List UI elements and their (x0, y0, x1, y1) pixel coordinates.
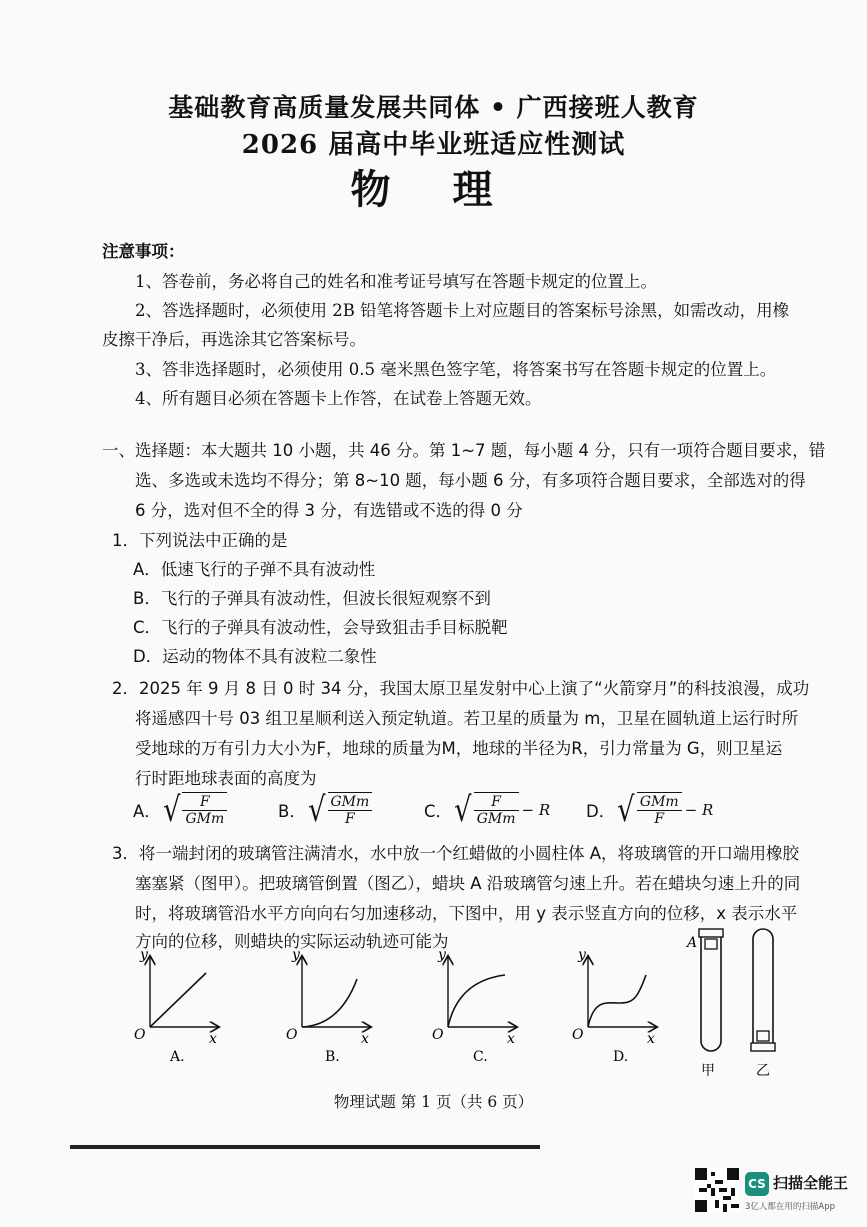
question-2-stem: 行时距地球表面的高度为 (135, 769, 317, 788)
axis-x-label: x (361, 1031, 369, 1047)
question-1-option-b: B．飞行的子弹具有波动性，但波长很短观察不到 (133, 589, 491, 608)
section-instructions: 选、多选或未选均不得分；第 8~10 题，每小题 6 分，有多项符合题目要求，全部选对的得 (135, 471, 806, 490)
axis-x-label: x (507, 1031, 515, 1047)
question-3-stem: 塞塞紧（图甲）。把玻璃管倒置（图乙），蜡块 A 沿玻璃管匀速上升。若在蜡块匀速上升的同 (135, 874, 801, 893)
tube-jia (685, 929, 723, 1079)
wax-block-icon (757, 1031, 769, 1041)
exam-series-title: 基础教育高质量发展共同体 • 广西接班人教育 (168, 93, 699, 122)
question-2-stem: 2．2025 年 9 月 8 日 0 时 34 分，我国太原卫星发射中心上演了“火箭穿月”的科技浪漫，成功 (112, 679, 810, 698)
origin-label: O (432, 1027, 444, 1043)
axis-x-label: x (209, 1031, 217, 1047)
question-1-option-c: C．飞行的子弹具有波动性，会导致狙击手目标脱靶 (133, 618, 508, 637)
axis-x-label: x (647, 1031, 655, 1047)
trajectory-line (150, 973, 206, 1027)
trajectory-curve (302, 979, 357, 1027)
question-3-tubes (685, 925, 795, 1085)
tube-jia-label: 甲 (701, 1063, 715, 1079)
section-instructions: 一、选择题：本大题共 10 小题，共 46 分。第 1~7 题，每小题 4 分，只有一项符合题目要求，错 (102, 441, 826, 460)
question-2-option-d: D． √ $\frac{\text{GMm}}{F}$ − R (586, 789, 714, 830)
note-item: 2、答选择题时，必须使用 2B 铅笔将答题卡上对应题目的答案标号涂黑，如需改动，用橡 (135, 301, 790, 320)
scanner-app-tagline: 3亿人都在用的扫描App (745, 1202, 836, 1212)
axis-y-label: y (292, 947, 300, 963)
tube-yi (751, 929, 775, 1079)
wax-block-icon (705, 939, 717, 949)
graph-label: D. (613, 1049, 629, 1065)
section-instructions: 6 分，选对但不全的得 3 分，有选错或不选的得 0 分 (135, 501, 523, 520)
origin-label: O (286, 1027, 298, 1043)
axis-y-label: y (140, 947, 148, 963)
graph-label: B. (325, 1049, 340, 1065)
graph-label: C. (473, 1049, 488, 1065)
note-item: 4、所有题目必须在答题卡上作答，在试卷上答题无效。 (135, 389, 542, 408)
trajectory-curve (588, 975, 646, 1027)
bottom-rule (70, 1145, 540, 1149)
question-1-stem: 1．下列说法中正确的是 (112, 531, 288, 550)
graph-label: A. (170, 1049, 185, 1065)
note-item: 皮擦干净后，再选涂其它答案标号。 (102, 330, 366, 349)
graph-a[interactable] (134, 947, 218, 1065)
question-2-option-b: B． √ $\frac{\text{GMm}}{F}$ (278, 792, 372, 827)
question-2-stem: 受地球的万有引力大小为F，地球的质量为M，地球的半径为R，引力常量为 G，则卫星运 (135, 739, 783, 758)
subject-title: 物 理 (350, 166, 517, 213)
page-footer: 物理试题 第 1 页（共 6 页） (333, 1093, 534, 1111)
axis-y-label: y (438, 947, 446, 963)
question-2-stem: 将遥感四十号 03 组卫星顺利送入预定轨道。若卫星的质量为 m，卫星在圆轨道上运行时所 (135, 709, 799, 728)
graph-b[interactable] (286, 947, 370, 1065)
note-item: 1、答卷前，务必将自己的姓名和准考证号填写在答题卡规定的位置上。 (135, 272, 657, 291)
question-3-stem: 3．将一端封闭的玻璃管注满清水，水中放一个红蜡做的小圆柱体 A，将玻璃管的开口端用橡胶 (112, 844, 800, 863)
trajectory-curve (448, 975, 505, 1027)
origin-label: O (572, 1027, 584, 1043)
wax-block-label: A (687, 935, 698, 951)
question-1-option-a: A．低速飞行的子弹不具有波动性 (133, 560, 376, 579)
notes-title: 注意事项： (102, 242, 185, 261)
question-2-option-a: A． √ $\frac{F}{\text{GMm}}$ (133, 792, 227, 827)
axis-y-label: y (578, 947, 586, 963)
question-3-graphs (120, 945, 680, 1075)
note-item: 3、答非选择题时，必须使用 0.5 毫米黑色签字笔，将答案书写在答题卡规定的位置上。 (135, 360, 777, 379)
scanner-logo-icon: CS (745, 1172, 769, 1196)
question-2-option-c: C． √ $\frac{F}{\text{GMm}}$ − R (424, 789, 551, 830)
question-1-option-d: D．运动的物体不具有波粒二象性 (133, 647, 377, 666)
origin-label: O (134, 1027, 146, 1043)
question-3-stem: 时，将玻璃管沿水平方向向右匀加速移动，下图中，用 y 表示竖直方向的位移，x 表示水平 (135, 904, 798, 923)
question-3-stem: 方向的位移，则蜡块的实际运动轨迹可能为 (135, 932, 449, 951)
graph-c[interactable] (432, 947, 516, 1065)
scanner-app-name: 扫描全能王 (773, 1174, 849, 1192)
graph-d[interactable] (572, 947, 656, 1065)
qr-code-icon (695, 1168, 739, 1212)
exam-title: 2026 届高中毕业班适应性测试 (241, 130, 626, 160)
tube-yi-label: 乙 (756, 1063, 770, 1079)
